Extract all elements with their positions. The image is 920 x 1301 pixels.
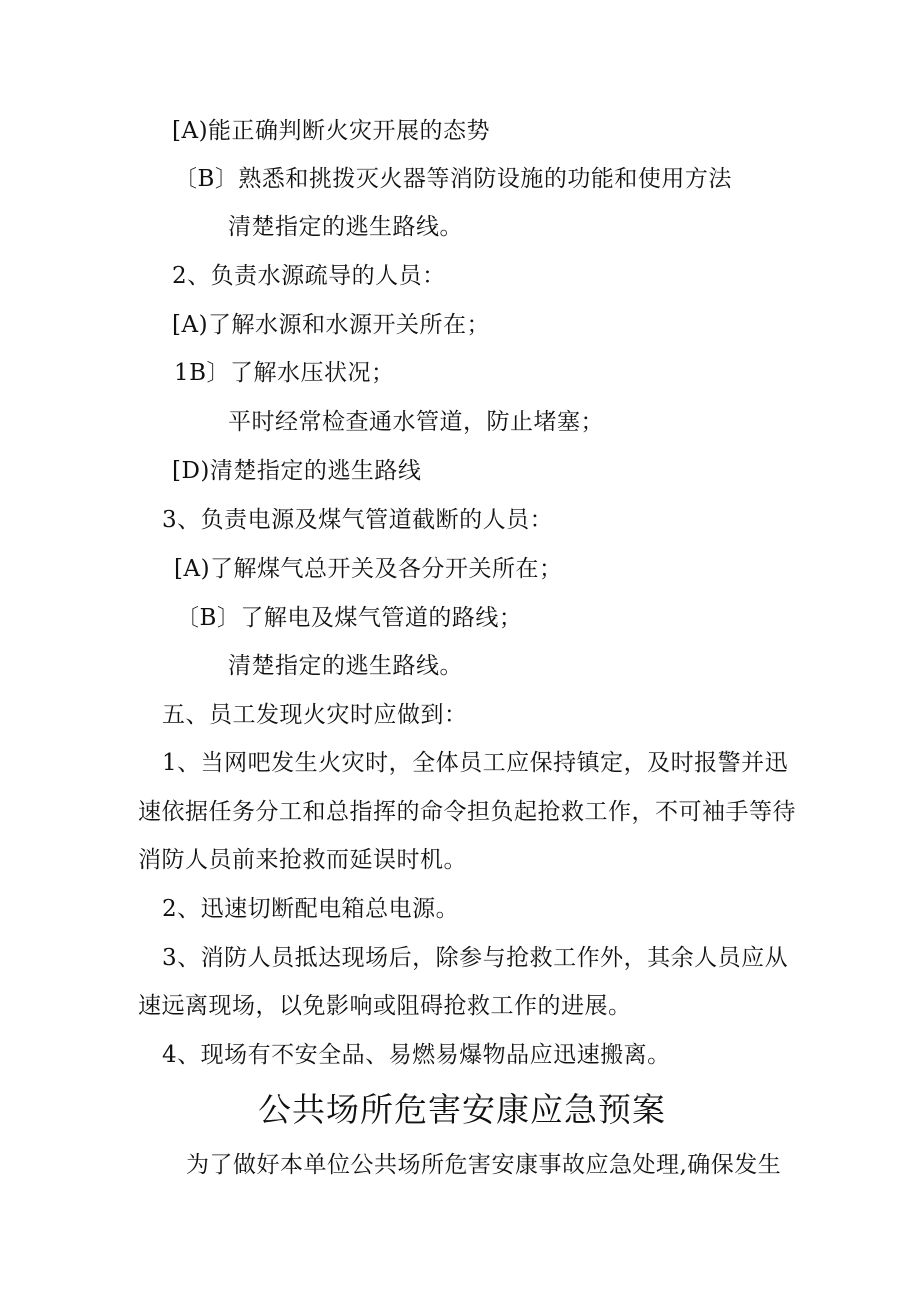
text-line-6: 1B〕了解水压状况； (174, 360, 395, 386)
text-line-2: 〔B〕熟悉和挑拨灭火器等消防设施的功能和使用方法 (174, 166, 732, 192)
text-line-14: 1、当网吧发生火灾时，全体员工应保持镇定，及时报警并迅 (162, 750, 789, 776)
text-line-17: 2、迅速切断配电箱总电源。 (162, 896, 460, 922)
text-line-1: [A)能正确判断火灾开展的态势 (172, 118, 491, 144)
text-line-4: 2、负责水源疏导的人员： (172, 263, 446, 289)
text-line-9: 3、负责电源及煤气管道截断的人员： (162, 507, 554, 533)
text-line-5: [A)了解水源和水源开关所在； (172, 312, 491, 338)
text-line-16: 消防人员前来抢救而延误时机。 (138, 847, 467, 873)
text-line-13: 五、员工发现火灾时应做到： (162, 702, 468, 728)
text-line-18: 3、消防人员抵达现场后，除参与抢救工作外，其余人员应从 (162, 945, 789, 971)
text-line-15: 速依据任务分工和总指挥的命令担负起抢救工作，不可袖手等待 (138, 799, 796, 825)
text-line-11: 〔B〕了解电及煤气管道的路线； (176, 605, 523, 631)
text-line-10: [A)了解煤气总开关及各分开关所在； (174, 556, 563, 582)
text-line-12: 清楚指定的逃生路线。 (228, 653, 463, 679)
text-line-20: 4、现场有不安全品、易燃易爆物品应迅速搬离。 (162, 1042, 671, 1068)
text-line-3: 清楚指定的逃生路线。 (228, 214, 463, 240)
text-line-8: [D)清楚指定的逃生路线 (172, 458, 422, 484)
section-title: 公共场所危害安康应急预案 (258, 1090, 666, 1129)
text-line-19: 速远离现场，以免影响或阻碍抢救工作的进展。 (138, 993, 632, 1019)
text-line-7: 平时经常检查通水管道，防止堵塞； (228, 409, 604, 435)
intro-line: 为了做好本单位公共场所危害安康事故应急处理,确保发生 (186, 1152, 782, 1178)
